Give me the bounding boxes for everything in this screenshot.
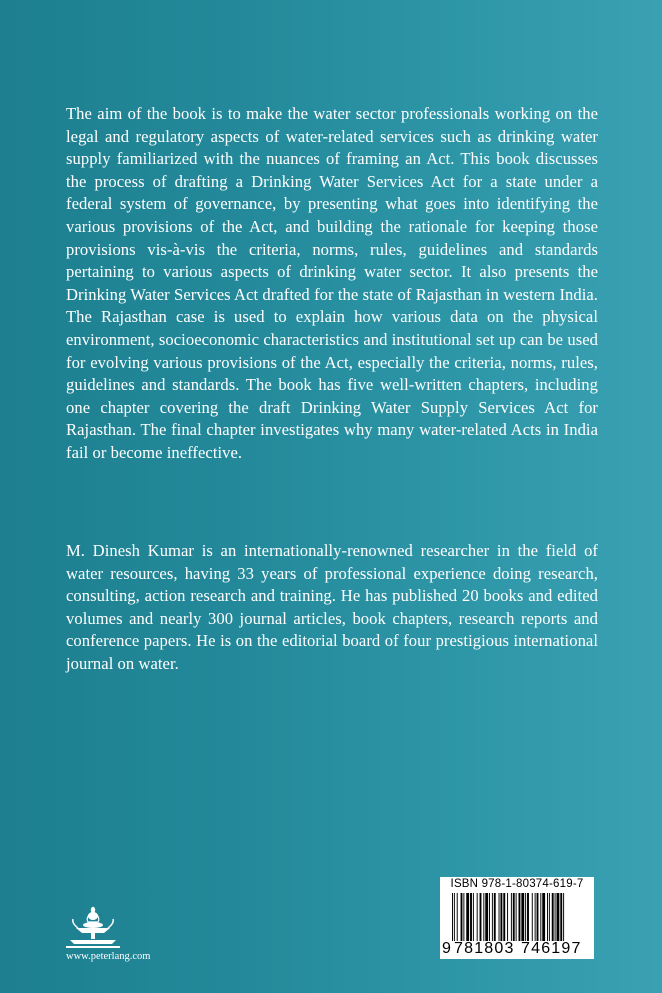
back-cover-blurb: The aim of the book is to make the water sector professionals working on the legal and regulatory aspects of water-related services such as drinking water supply familiarized with the nuances of framing an Act. This book discusses the process of drafting a Drinking Water Services Act for a state under a federal system of governance, by presenting what goes into identifying the various provisions of the Act, and building the rationale for keeping those provisions vis-à-vis the criteria, norms, rules, guidelines and standards pertaining to various aspects of drinking water sector. It also presents the Drinking Water Services Act drafted for the state of Rajasthan in western India. The Rajasthan case is used to explain how various data on the physical environment, socioeconomic characteristics and institutional set up can be used for evolving various provisions of the Act, especially the criteria, norms, rules, guidelines and standards. The book has five well-written chapters, including one chapter covering the draft Drinking Water Supply Services Act for Rajasthan. The final chapter investigates why many water-related Acts in India fail or become ineffective.	[66, 104, 598, 462]
barcode-digit-lead: 9	[442, 940, 451, 957]
barcode-digits-left: 781803	[454, 940, 515, 957]
isbn-label: ISBN 978-1-80374-619-7	[450, 878, 584, 890]
barcode-bars	[448, 893, 588, 941]
publisher-logo-icon	[64, 906, 122, 952]
author-bio: M. Dinesh Kumar is an internationally-renowned researcher in the field of water resources, having 33 years of professional experience doing research, consulting, action research and training. He has published 20 books and edited volumes and nearly 300 journal articles, book chapters, research reports and conference papers. He is on the editorial board of four prestigious international journal on water.	[66, 541, 598, 673]
isbn-barcode	[440, 877, 594, 959]
barcode-digits-right: 746197	[521, 940, 582, 957]
publisher-website: www.peterlang.com	[66, 951, 151, 962]
